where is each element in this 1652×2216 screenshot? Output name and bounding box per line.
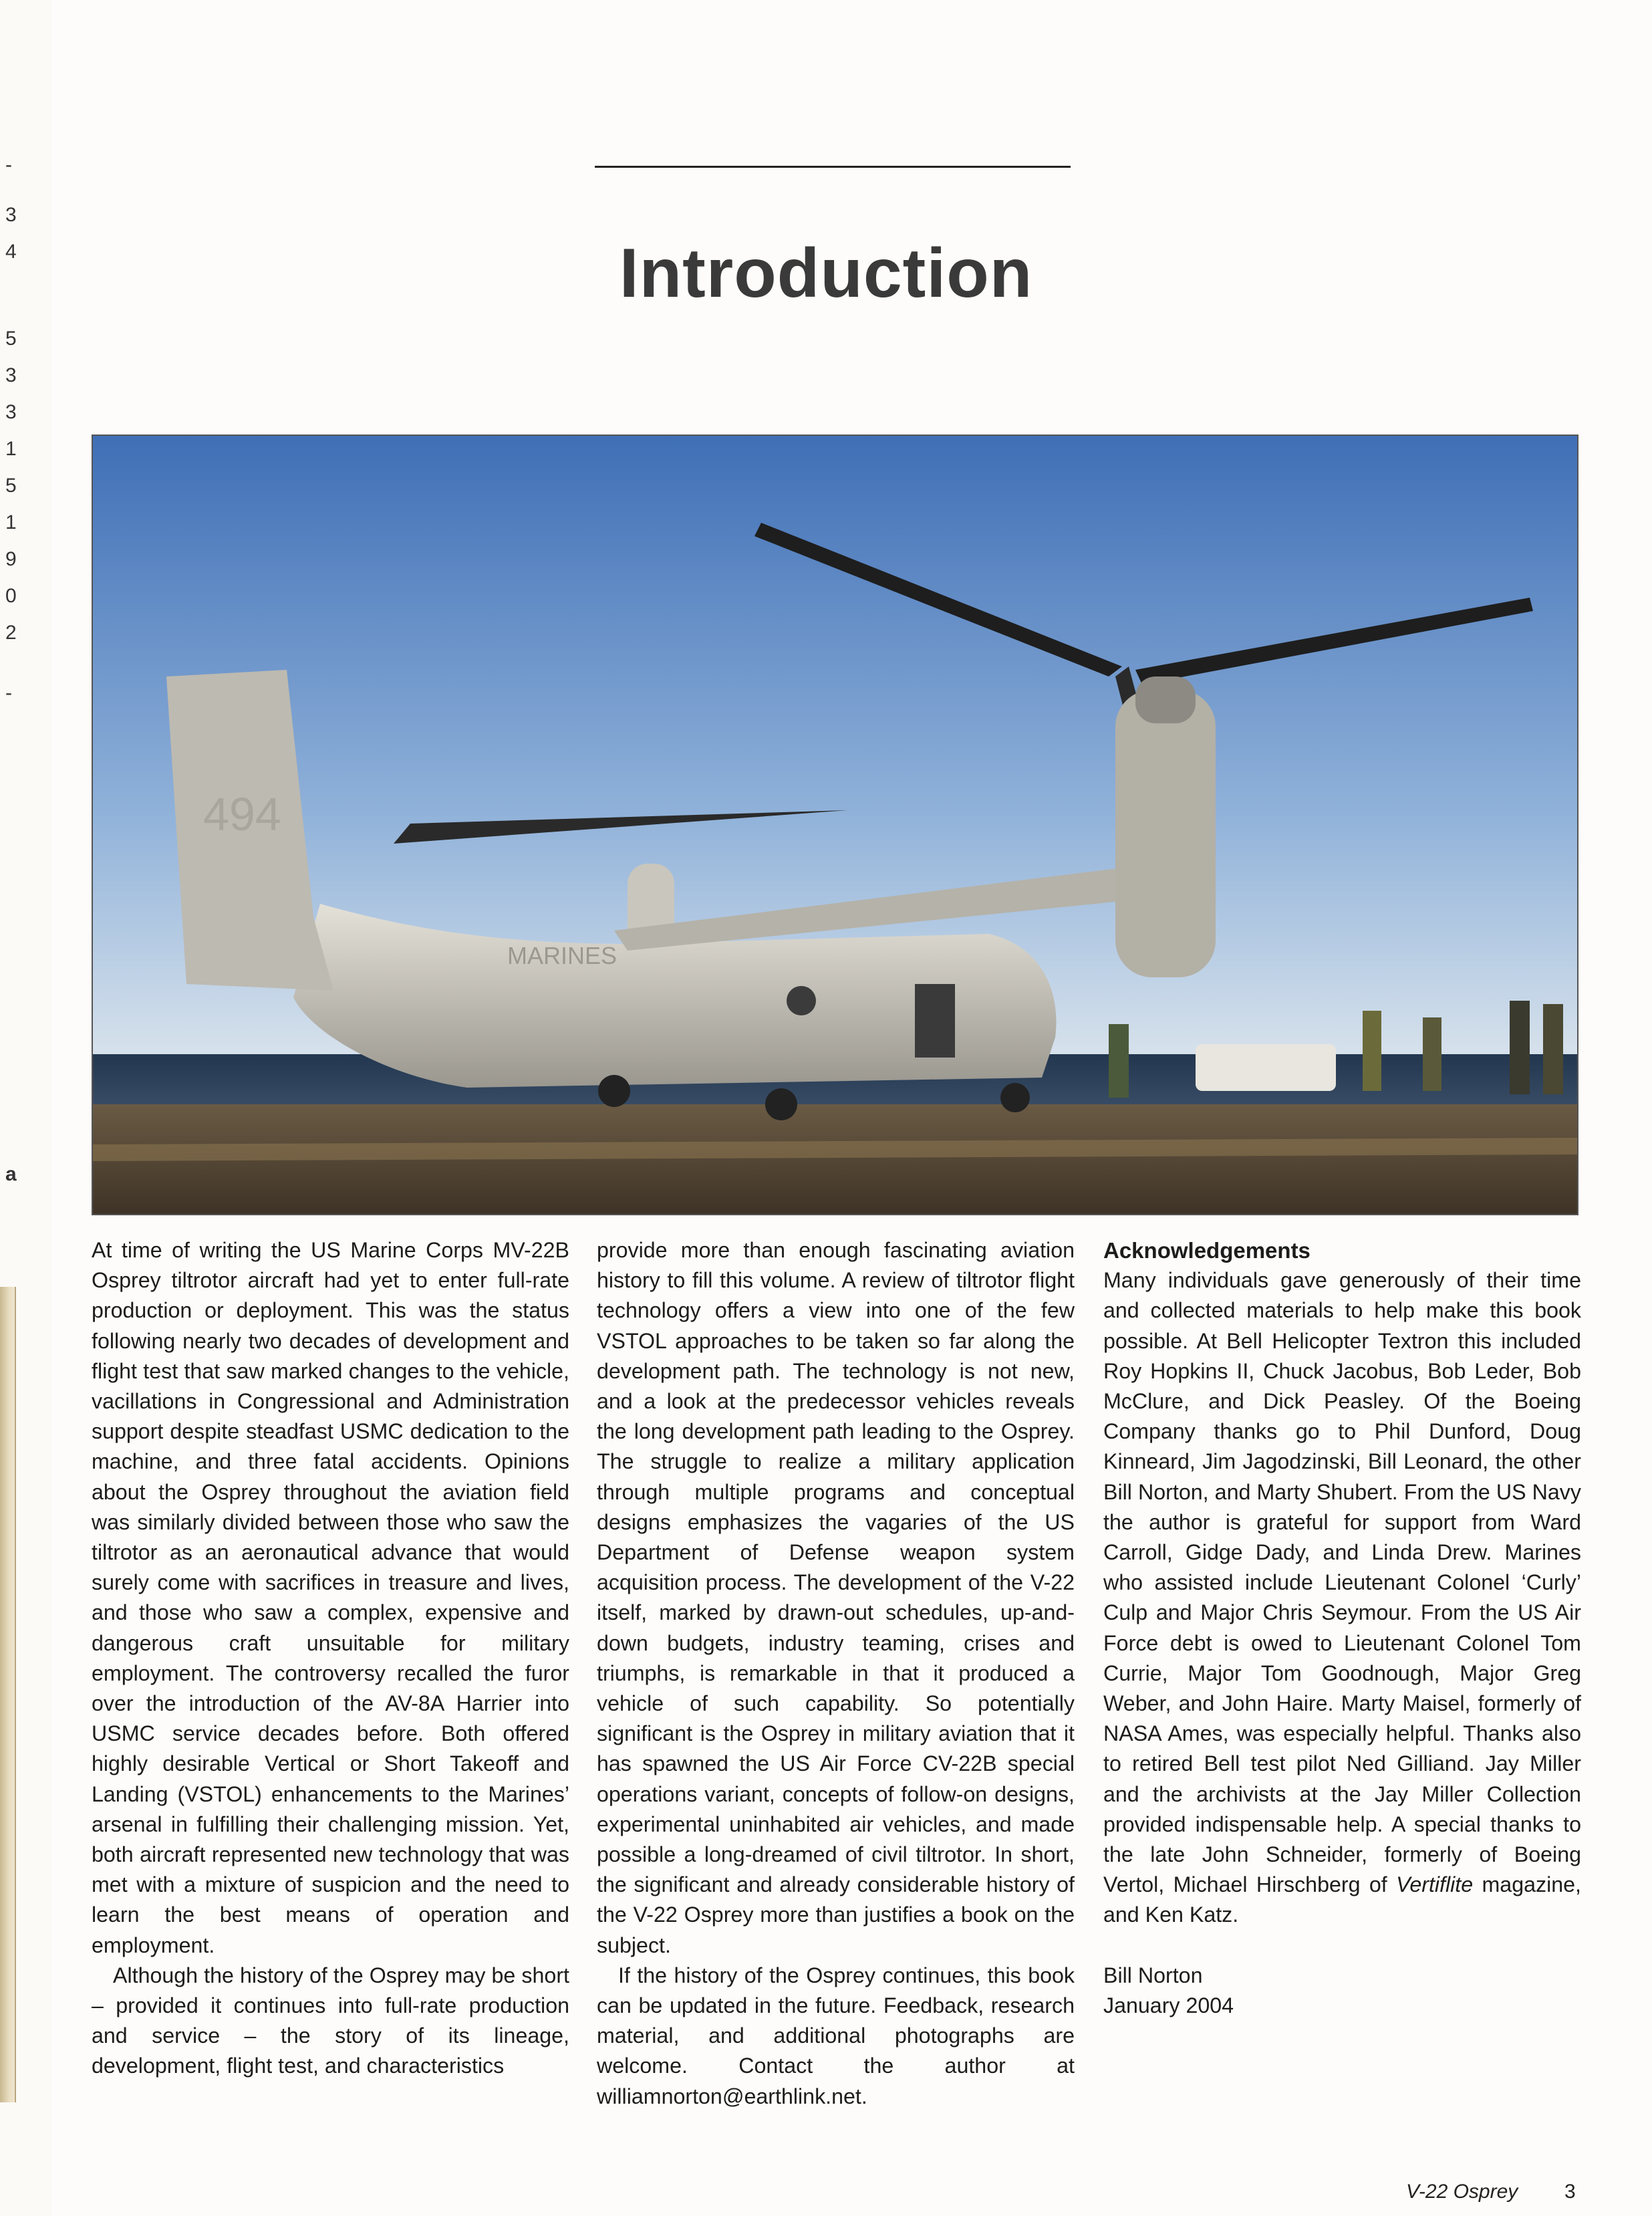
page-number: 3 xyxy=(1564,2181,1576,2203)
margin-mark: 3 xyxy=(5,401,17,423)
margin-mark: 3 xyxy=(5,204,17,226)
signature-name: Bill Norton xyxy=(1103,1963,1203,1987)
paragraph: provide more than enough fascinating aviation history to fill this volume. A review of tiltrotor flight technology offers a view into one of the few VSTOL approaches to be taken so far along the development path. The technology is not new, and a look at the predecessor vehicles reveals the long development path leading to the Osprey. The struggle to realize a military application through multiple programs and conceptual designs emphasizes the vagaries of the US Department of Defense weapon system acquisition process. The development of the V-22 itself, marked by drawn-out schedules, up-and-down budgets, industry teaming, crises and triumphs, is remarkable in that it produced a vehicle of such capability. So potentially significant is the Osprey in military aviation that it has spawned the US Air Force CV-22B special operations variant, concepts of follow-on designs, experimental uninhabited air vehicles, and made possible a long-dreamed of civil tiltrotor. In short, the significant and already considerable history of the V-22 Osprey more than justifies a book on the subject. xyxy=(597,1238,1075,1957)
margin-mark: 1 xyxy=(5,438,17,460)
margin-mark: 5 xyxy=(5,328,17,350)
body-column-2 xyxy=(597,1235,1075,2112)
margin-mark: 0 xyxy=(5,585,17,607)
title-rule xyxy=(595,166,1071,168)
signature-date: January 2004 xyxy=(1103,1993,1234,2017)
margin-mark: 9 xyxy=(5,548,17,570)
acknowledgements-text xyxy=(1103,1265,1581,1930)
margin-mark: a xyxy=(5,1163,17,1185)
page-title: Introduction xyxy=(619,235,1033,312)
paragraph: If the history of the Osprey continues, this book can be updated in the future. Feedback, research material, and additional photographs are welcome. Contact the author at williamnorton@earthlink.net. xyxy=(597,1963,1075,2108)
body-column-1 xyxy=(92,1235,569,2082)
margin-mark: - xyxy=(5,154,12,176)
margin-mark: 1 xyxy=(5,511,17,533)
paragraph: At time of writing the US Marine Corps MV-22B Osprey tiltrotor aircraft had yet to enter full-rate production or deployment. This was the status following nearly two decades of development and flight test that saw marked changes to the vehicle, vacillations in Congressional and Administration support despite steadfast USMC dedication to the machine, and three fatal accidents. Opinions about the Osprey throughout the aviation field was similarly divided between those who saw the tiltrotor as an aeronautical advance that would surely come with sacrifices in treasure and lives, and those who saw a complex, expensive and dangerous craft unsuitable for military employment. The controversy recalled the furor over the introduction of the AV-8A Harrier into USMC service decades before. Both offered highly desirable Vertical or Short Takeoff and Landing (VSTOL) enhancements to the Marines’ arsenal in fulfilling their challenging mission. Yet, both aircraft represented new technology that was met with a mixture of suspicion and the need to learn the best means of operation and employment. xyxy=(92,1238,569,1957)
acknowledgements-column xyxy=(1103,1235,1581,2021)
magazine-name: Vertiflite xyxy=(1396,1872,1474,1897)
ack-text-part: magazine, and Ken Katz. xyxy=(1103,1872,1582,1927)
tail-number: 494 xyxy=(203,788,281,840)
paragraph: Although the history of the Osprey may be short – provided it continues into full-rate production and service – the story of its lineage, development, flight test, and characteristics xyxy=(92,1963,569,2078)
margin-mark: 3 xyxy=(5,364,17,386)
margin-mark: 4 xyxy=(5,241,17,263)
margin-mark: 5 xyxy=(5,475,17,497)
v22-osprey-photo-icon xyxy=(93,436,1577,1214)
osprey-photo xyxy=(92,435,1578,1215)
running-footer-title: V-22 Osprey xyxy=(1406,2181,1518,2203)
adjacent-page-strip xyxy=(0,1287,16,2102)
ack-text-part: Many individuals gave generously of their time and collected materials to help make this book possible. At Bell Helicopter Textron this included Roy Hopkins II, Chuck Jacobus, Bob Leder, Bob McClure, and Dick Peasley. Of the Boeing Company thanks go to Phil Dunford, Doug Kinneard, Jim Jagodzinski, Bill Leonard, the other Bill Norton, and Marty Shubert. From the US Navy the author is grateful for support from Ward Carroll, Gidge Dady, and Linda Drew. Marines who assisted include Lieutenant Colonel ‘Curly’ Culp and Major Chris Seymour. From the US Air Force debt is owed to Lieutenant Colonel Tom Currie, Major Tom Goodnough, Major Greg Weber, and John Haire. Marty Maisel, formerly of NASA Ames, was especially helpful. Thanks also to retired Bell test pilot Ned Gilliand. Jay Miller and the archivists at the Jay Miller Collection provided indispensable help. A special thanks to the late John Schneider, formerly of Boeing Vertol, Michael Hirschberg of xyxy=(1103,1268,1581,1897)
fuselage-marking: MARINES xyxy=(507,942,617,969)
margin-mark: - xyxy=(5,682,12,704)
margin-mark: 2 xyxy=(5,622,17,644)
acknowledgements-heading: Acknowledgements xyxy=(1103,1238,1311,1263)
